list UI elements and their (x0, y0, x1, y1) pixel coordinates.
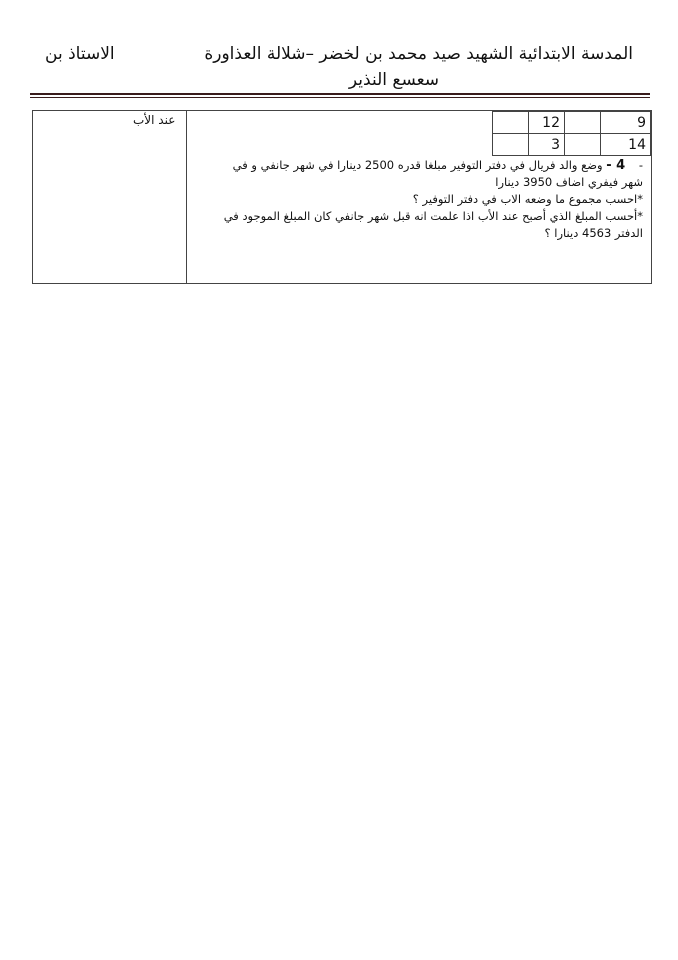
question-2: *أحسب المبلغ الذي أصبح عند الأب اذا علمت انه قبل شهر جانفي كان المبلغ الموجود في (223, 209, 643, 223)
teacher-name: سعسع النذير (348, 70, 440, 90)
exercise-line (188, 157, 643, 174)
numbers-table (492, 111, 651, 156)
school-name: المدسة الابتدائية الشهيد صيد محمد بن لخضر –شلالة العذاورة (204, 44, 633, 64)
statement-line-1: وضع والد فريال في دفتر التوفير مبلغا قدره 2500 دينارا في شهر جانفي و في (232, 158, 603, 172)
statement-line-2: شهر فيفري اضاف 3950 دينارا (495, 175, 643, 189)
table-cell: 14 (601, 134, 651, 156)
column-divider (186, 111, 187, 283)
side-label: عند الأب (133, 113, 176, 127)
bullet-dash: - (638, 158, 643, 172)
question-1: *احسب مجموع ما وضعه الاب في دفتر التوفير ؟ (412, 192, 643, 206)
table-cell: 12 (529, 112, 565, 134)
table-cell (493, 112, 529, 134)
table-cell (493, 134, 529, 156)
question-number: 4 - (606, 158, 626, 173)
exercise-frame (32, 110, 652, 284)
question-2-cont: الدفتر 4563 دينارا ؟ (544, 226, 643, 240)
table-row (493, 134, 651, 156)
table-cell: 9 (601, 112, 651, 134)
table-cell: 3 (529, 134, 565, 156)
teacher-label: الاستاذ بن (45, 44, 115, 64)
header-rule (30, 93, 650, 95)
table-row (493, 112, 651, 134)
table-cell (565, 112, 601, 134)
table-cell (565, 134, 601, 156)
header (0, 44, 678, 68)
header-rule-thin (30, 97, 650, 98)
exercise-text (188, 157, 643, 242)
